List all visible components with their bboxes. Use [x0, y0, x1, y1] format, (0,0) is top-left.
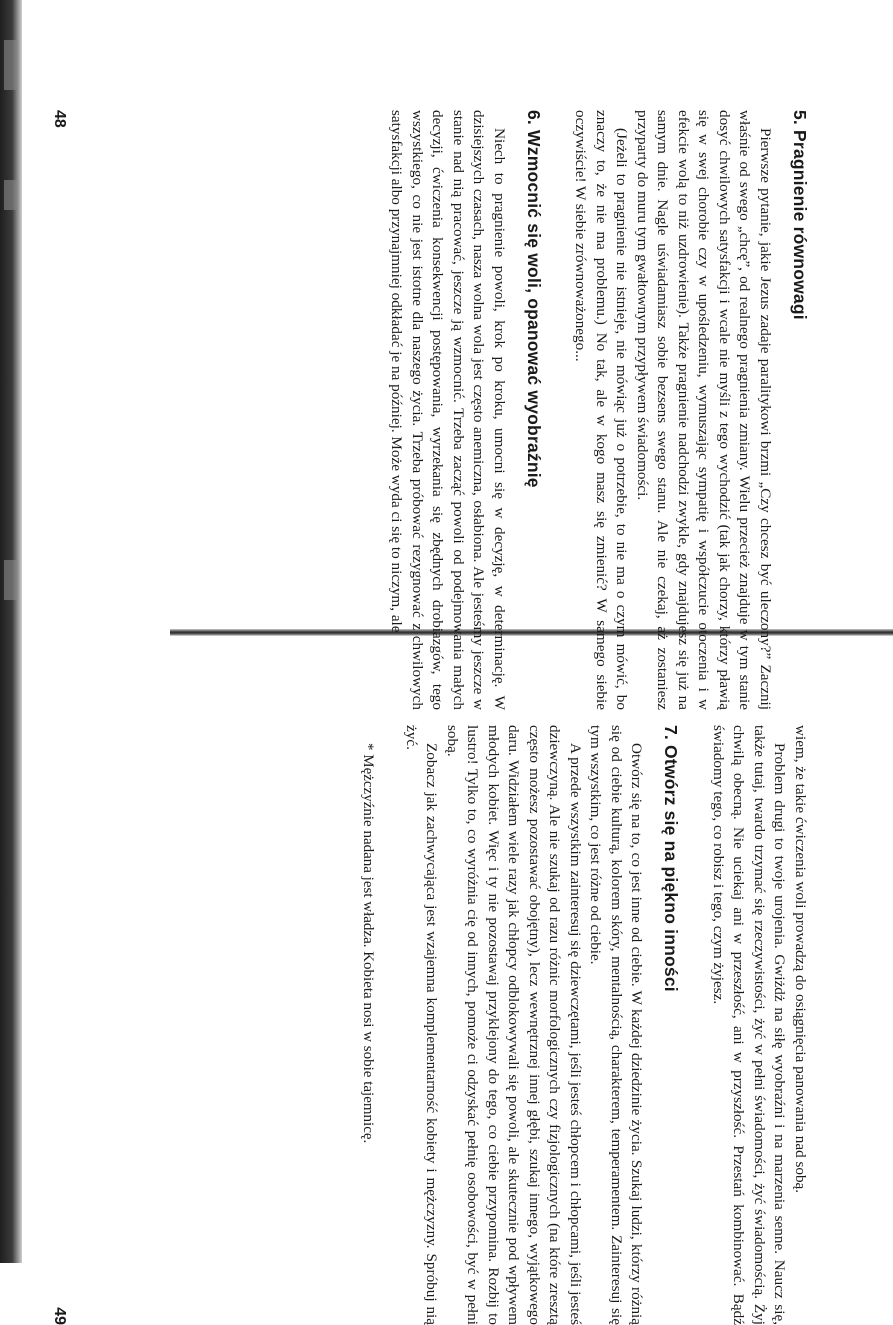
section-gap: [682, 725, 708, 1325]
section-gap: [544, 110, 570, 710]
page-48: [50, 110, 810, 710]
continuation-paragraph: Problem drugi to twoje urojenia. Gwiżdż na siłę wyobraźni i na marzenia senne. Naucz się, także tutaj, twardo trzymać się rzeczywistości, żyć w pełni świadomości, żyć świadomością. Żyj chwilą obecną. Nie uciekaj ani w przeszłość, ani w przyszłość. Przestań kombinować. Bądź świadomy tego, co robisz i tego, czym żyjesz.: [710, 725, 789, 1325]
section-6-heading: 6. Wzmocnić się woli, opanować wyobraźnię: [524, 110, 544, 488]
footnote: * Mężczyźnie nadana jest władza. Kobieta nosi w sobie tajemnicę.: [360, 743, 377, 1144]
section-7-heading: 7. Otwórz się na piękno inności: [661, 725, 682, 992]
page-number: 49: [51, 1307, 68, 1325]
page-number: 48: [51, 110, 68, 128]
section-5-paragraph: (Jeżeli to pragnienie nie istnieje, nie mówiąc już o potrzebie, to nie ma o czym mówić, bo znaczy to, że nie ma problemu.) No tak, ale w kogo masz się zmienić? W samego siebie oczywiście! W siebie zrównoważonego...: [572, 110, 631, 710]
continuation-paragraph: wiem, że takie ćwiczenia woli prowadzą do osiągnięcia panowania nad sobą.: [792, 725, 809, 1194]
section-7-paragraph: Otwórz się na to, co jest inne od ciebie. W każdej dziedzinie życia. Szukaj ludzi, którzy różnią się od ciebie kulturą, kolorem skóry, mentalnością, charakterem, temperamentem. Zainteresuj się tym wszystkim, co jest różne od ciebie.: [587, 725, 646, 1325]
section-7-paragraph: A przede wszystkim zainteresuj się dziewczętami, jeśli jesteś chłopcem i chłopcami, jeśli jesteś dziewczyną. Ale nie szukaj od razu różnic morfologicznych czy fizjologicznych (na które zresztą często możesz pozostawać obojętny), lecz wewnętrznej innej głębi, szukaj innego, wyjątkowego daru. Widziałem wiele razy jak chłopcy odblokowywali się powoli, ale skutecznie pod wpływem młodych kobiet. Więc i ty nie pozostawaj przyklejony do tego, co ciebie przypomina. Rozbij to lustro! Tylko to, co wyróżnia cię od innych, pomoże ci odzyskać pełnię osobowości, być w pełni sobą.: [444, 725, 584, 1325]
page-49-content: [80, 725, 810, 1325]
page-48-content: [80, 110, 810, 710]
section-5-heading: 5. Pragnienie równowagi: [790, 110, 810, 320]
page-49: [50, 725, 810, 1325]
scan-shadow-edge: [0, 0, 22, 1263]
section-7-paragraph: Zobacz jak zachwycająca jest wzajemna komplementarność kobiety i mężczyzny. Spróbuj nią żyć.: [403, 725, 441, 1325]
section-5-paragraph: Pierwsze pytanie, jakie Jezus zadaje paralitykowi brzmi „Czy chcesz być uleczony?” Zacznij właśnie od swego „chcę”, od realnego pragnienia zmiany. Wielu przecież znajduje w tym stanie dosyć chwilowych satysfakcji i wcale nie myśli z tego wychodzić (tak jak chorzy, którzy pławią się w swej chorobie czy w upośledzeniu, wymuszając sympatię i współczucie otoczenia i w efekcie wolą to niż uzdrowienie). Także pragnienie nadchodzi zwykle, gdy znajdujesz się już na samym dnie. Nagle uświadamiasz sobie bezsens swego stanu. Ale nie czekaj, aż zostaniesz przyparty do muru tym gwałtownym przypływem świadomości.: [634, 110, 774, 710]
section-6-paragraph: Niech to pragnienie powoli, krok po kroku, umocni się w decyzję, w determinację. W dzisiejszych czasach, nasza wolna wola jest często anemiczna, osłabiona. Ale jesteśmy jeszcze w stanie nad nią pracować, jeszcze ją wzmocnić. Trzeba zacząć powoli od podejmowania małych decyzji, ćwiczenia konsekwencji postępowania, wyrzekania się zbędnych drobiazgów, tego wszystkiego, co nie jest istotne dla naszego życia. Trzeba próbować rezygnować z chwilowych satysfakcji albo przynajmniej odkładać je na później. Może wyda ci się to niczym, ale: [388, 110, 508, 710]
